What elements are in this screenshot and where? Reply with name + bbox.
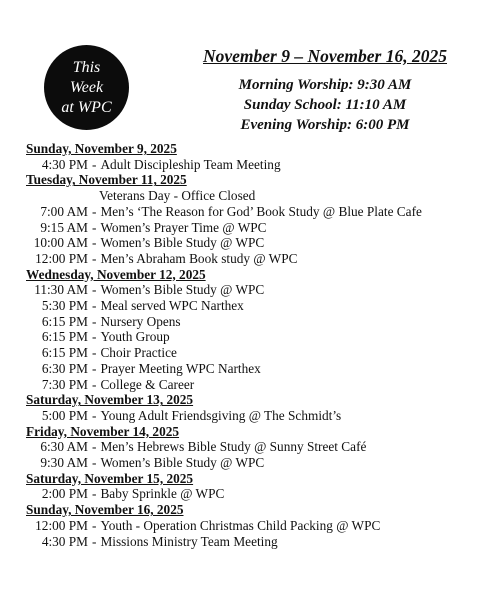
day-heading: Saturday, November 15, 2025 [26, 470, 194, 486]
logo-line-2: Week [69, 78, 104, 96]
event-title: Meal served WPC Narthex [100, 298, 244, 314]
event-separator: - [92, 313, 97, 329]
event-separator: - [92, 219, 97, 235]
event-title: Women’s Bible Study @ WPC [100, 455, 265, 471]
event-title: Choir Practice [100, 345, 177, 361]
event-separator: - [92, 203, 97, 219]
evening-worship-time: Evening Worship: 6:00 PM [240, 117, 410, 133]
event-time: 7:00 AM [40, 203, 88, 219]
event-time: 11:30 AM [34, 282, 88, 298]
event-separator: - [92, 298, 97, 314]
event-title: Missions Ministry Team Meeting [100, 533, 278, 549]
event-time: 6:15 PM [41, 329, 88, 345]
event-row [26, 204, 486, 220]
event-separator: - [92, 533, 97, 549]
event-title: Women’s Prayer Time @ WPC [100, 219, 267, 235]
event-title: Youth Group [100, 329, 170, 345]
bulletin-header [190, 46, 460, 135]
event-time: 6:15 PM [41, 313, 88, 329]
this-week-logo [44, 45, 129, 130]
event-title: Nursery Opens [100, 313, 181, 329]
event-row [26, 486, 486, 502]
event-title: Women’s Bible Study @ WPC [100, 282, 265, 298]
event-row [26, 298, 486, 314]
service-times [190, 75, 460, 135]
event-separator: - [92, 439, 97, 455]
event-time: 6:30 AM [40, 439, 88, 455]
event-separator: - [92, 345, 97, 361]
weekly-schedule [26, 141, 486, 549]
event-separator: - [92, 156, 97, 172]
event-row [26, 282, 486, 298]
event-title: Men’s Hebrews Bible Study @ Sunny Street Café [100, 439, 367, 455]
day-heading: Wednesday, November 12, 2025 [26, 266, 206, 282]
event-separator: - [92, 235, 97, 251]
event-row [26, 251, 486, 267]
event-time: 10:00 AM [33, 235, 88, 251]
event-time: 9:15 AM [40, 219, 88, 235]
event-title: Baby Sprinkle @ WPC [100, 486, 225, 502]
event-separator: - [92, 376, 97, 392]
event-row [26, 534, 486, 550]
event-separator: - [92, 455, 97, 471]
event-separator: - [92, 407, 97, 423]
event-time: 5:00 PM [41, 407, 88, 423]
day-block [26, 424, 486, 471]
day-block [26, 267, 486, 393]
day-heading: Friday, November 14, 2025 [26, 423, 180, 439]
event-title: Prayer Meeting WPC Narthex [100, 360, 261, 376]
event-title: Young Adult Friendsgiving @ The Schmidt’s [100, 407, 342, 423]
event-time: 7:30 PM [41, 376, 88, 392]
event-time: 6:30 PM [41, 360, 88, 376]
event-title: College & Career [100, 376, 195, 392]
event-time: 12:00 PM [35, 517, 88, 533]
event-time: 9:30 AM [40, 455, 88, 471]
day-block [26, 172, 486, 266]
event-separator: - [92, 250, 97, 266]
event-separator: - [92, 360, 97, 376]
event-title: Men’s Abraham Book study @ WPC [100, 250, 298, 266]
day-heading: Tuesday, November 11, 2025 [26, 172, 187, 188]
event-row [26, 157, 486, 173]
day-heading: Saturday, November 13, 2025 [26, 392, 194, 408]
event-time: 2:00 PM [41, 486, 88, 502]
event-row [26, 361, 486, 377]
day-block [26, 502, 486, 549]
event-row [26, 235, 486, 251]
event-title: Youth - Operation Christmas Child Packing @ WPC [100, 517, 381, 533]
logo-line-1: This [72, 58, 101, 76]
event-time: 5:30 PM [41, 298, 88, 314]
event-row [26, 329, 486, 345]
date-range-title: November 9 – November 16, 2025 [203, 46, 447, 66]
event-separator: - [92, 517, 97, 533]
event-title: Men’s ‘The Reason for God’ Book Study @ Blue Plate Cafe [100, 203, 422, 219]
event-separator: - [92, 329, 97, 345]
day-heading: Sunday, November 16, 2025 [26, 502, 184, 518]
day-heading: Sunday, November 9, 2025 [26, 141, 177, 156]
event-time: 12:00 PM [35, 250, 88, 266]
event-row [26, 314, 486, 330]
sunday-school-time: Sunday School: 11:10 AM [243, 97, 407, 113]
morning-worship-time: Morning Worship: 9:30 AM [238, 77, 412, 93]
logo-line-3: at WPC [61, 98, 112, 116]
event-separator: - [92, 282, 97, 298]
event-separator: - [92, 486, 97, 502]
event-time: 4:30 PM [41, 533, 88, 549]
event-title: Women’s Bible Study @ WPC [100, 235, 265, 251]
event-row [26, 455, 486, 471]
event-row [26, 518, 486, 534]
event-row [26, 439, 486, 455]
event-row [26, 345, 486, 361]
day-block [26, 392, 486, 423]
day-block [26, 471, 486, 502]
day-block [26, 141, 486, 172]
event-time: 6:15 PM [41, 345, 88, 361]
event-title: Adult Discipleship Team Meeting [100, 156, 281, 172]
event-row [26, 377, 486, 393]
event-row [26, 408, 486, 424]
day-note: Veterans Day - Office Closed [99, 188, 256, 204]
event-row [26, 220, 486, 236]
event-time: 4:30 PM [41, 156, 88, 172]
